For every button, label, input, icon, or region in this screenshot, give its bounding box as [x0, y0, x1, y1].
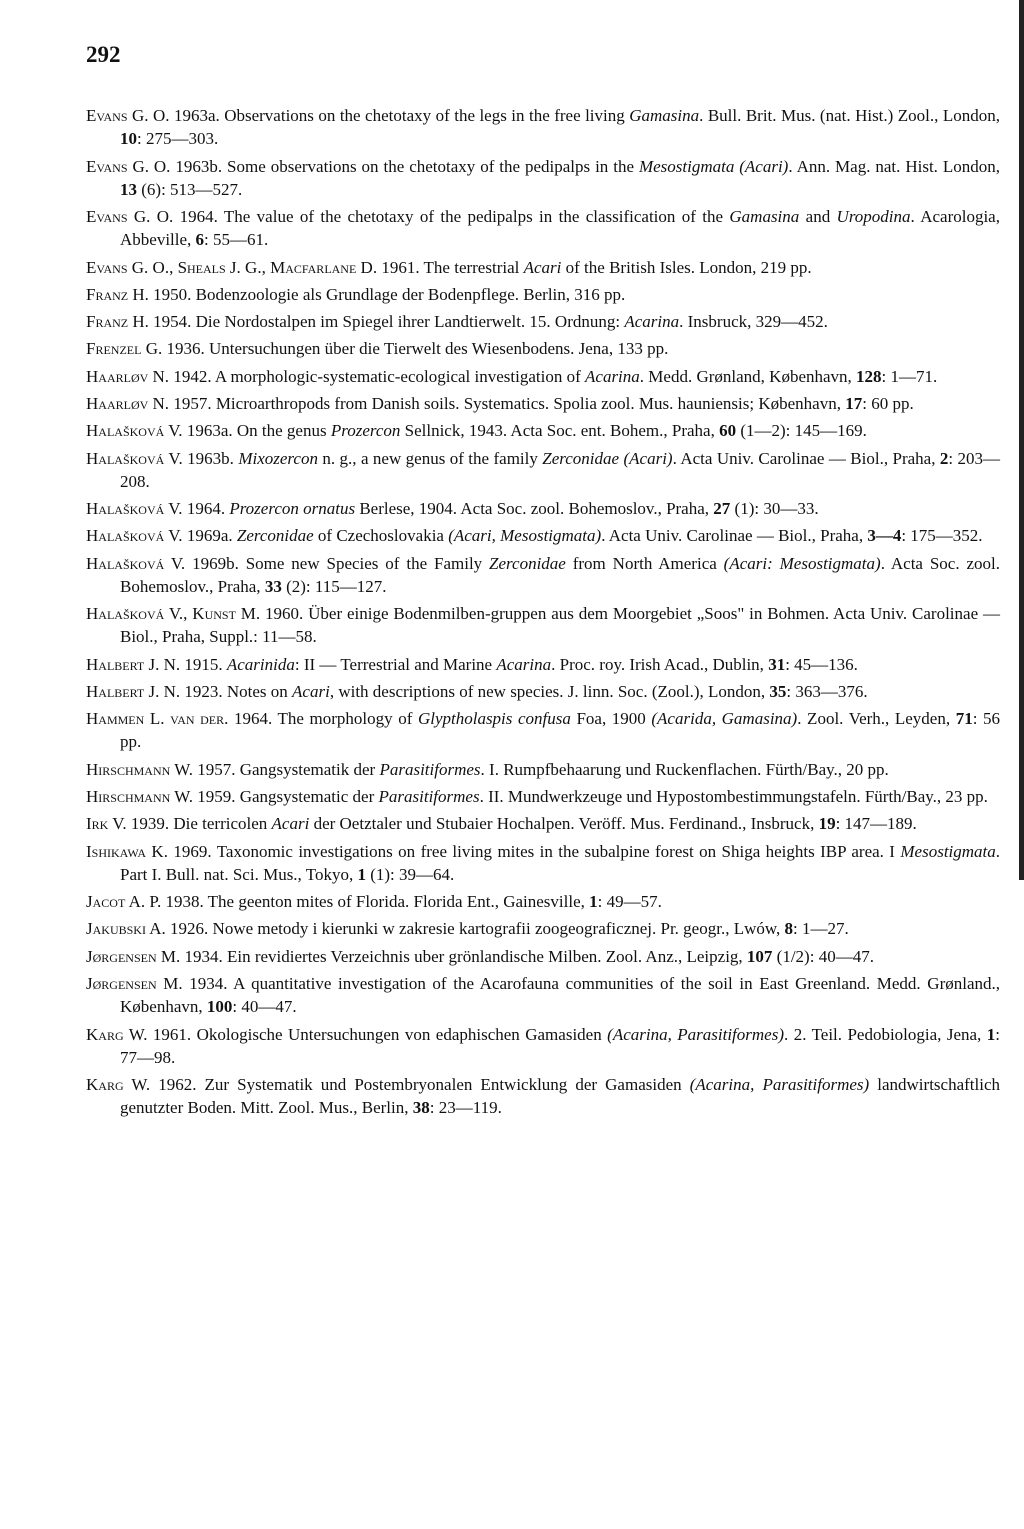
reference-text: 1954. Die Nordostalpen im Spiegel ihrer Landtierwelt. 15. Ordnung: — [148, 312, 625, 332]
reference-volume: 6 — [195, 230, 205, 250]
reference-text: (1): 39—64. — [365, 864, 455, 884]
reference-taxon: (Acarina, Parasitiformes) — [607, 1024, 784, 1044]
reference-author: Jørgensen M. — [86, 974, 183, 994]
reference-text: 1962. Zur Systematik und Postembryonalen Entwicklung der Gamasiden — [150, 1075, 690, 1095]
reference-text: 1964. — [182, 499, 230, 519]
reference-entry — [86, 283, 1000, 306]
reference-taxon: Parasitiformes — [378, 787, 480, 807]
reference-entry — [86, 310, 1000, 333]
reference-text: 1961. Okologische Untersuchungen von edaphischen Gamasiden — [147, 1024, 608, 1044]
reference-text: 1959. Gangsystematic der — [192, 787, 379, 807]
reference-volume: 31 — [768, 654, 786, 674]
reference-author: Karg W. — [86, 1024, 148, 1044]
reference-text: . Proc. roy. Irish Acad., Dublin, — [551, 654, 769, 674]
reference-author: Evans G. O. — [86, 106, 170, 125]
reference-text: and — [799, 207, 837, 226]
reference-author: Halašková V. — [86, 526, 183, 546]
reference-text: : 49—57. — [597, 892, 662, 912]
reference-text: : 363—376. — [786, 681, 868, 701]
reference-entry — [86, 680, 1000, 703]
reference-text: 1923. Notes on — [180, 681, 293, 701]
reference-author: Halašková V. — [86, 448, 183, 468]
reference-taxon: Mesostigmata (Acari) — [638, 156, 789, 176]
reference-text: 1969b. Some new Species of the Family — [185, 553, 490, 573]
reference-text: . Ann. Mag. nat. Hist. London, — [788, 156, 1000, 176]
reference-taxon: Parasitiformes — [379, 759, 481, 779]
reference-list — [86, 104, 1000, 1124]
reference-entry — [86, 785, 1000, 808]
reference-author: Karg W. — [86, 1075, 151, 1095]
reference-text: : 1—71. — [881, 366, 938, 386]
reference-text: Sellnick, 1943. Acta Soc. ent. Bohem., Praha, — [400, 421, 720, 441]
reference-volume: 1 — [986, 1024, 996, 1044]
reference-text: 1963b. Some observations on the chetotaxy of the pedipalps in the — [170, 156, 639, 176]
reference-text: 1942. A morphologic-systematic-ecological investigation of — [169, 366, 586, 386]
reference-text: (6): 513—527. — [137, 179, 243, 199]
reference-text: 1963a. Observations on the chetotaxy of the legs in the free living — [169, 106, 630, 125]
reference-author: Haarløv N. — [86, 366, 170, 386]
reference-volume: 100 — [206, 997, 233, 1017]
reference-entry — [86, 972, 1000, 1018]
reference-entry — [86, 447, 1000, 493]
reference-text: . Part I. Bull. nat. Sci. Mus., Tokyo, — [120, 841, 1001, 884]
reference-taxon: Mixozercon — [238, 448, 318, 468]
reference-text: (1/2): 40—47. — [772, 946, 874, 966]
reference-entry — [86, 419, 1000, 442]
reference-taxon: Zerconidae (Acari) — [542, 448, 673, 468]
reference-volume: 3—4 — [867, 526, 902, 546]
reference-text: 1934. A quantitative investigation of the Acarofauna communities of the soil in East Greenland. Medd. Grønland., København, — [120, 974, 1001, 1017]
reference-entry — [86, 552, 1000, 598]
reference-entry — [86, 602, 1000, 648]
reference-text: : II — Terrestrial and Marine — [294, 654, 497, 674]
reference-volume: 19 — [818, 814, 836, 834]
reference-text: , with descriptions of new species. J. linn. Soc. (Zool.), London, — [329, 681, 770, 701]
reference-text: 1964. The value of the chetotaxy of the pedipalps in the classification of the — [173, 207, 730, 226]
reference-entry — [86, 945, 1000, 968]
reference-author: Ishikawa K. — [86, 841, 168, 861]
reference-author: Evans G. O. — [86, 207, 174, 226]
reference-author: Jacot A. P. — [86, 892, 162, 912]
reference-text: 1960. Über einige Bodenmilben-gruppen aus dem Moorgebiet „Soos" in Bohmen. Acta Univ. Carolinae — Biol., Praha, Suppl.: 11—58. — [120, 604, 1000, 647]
reference-author: Halašková V. — [86, 421, 183, 441]
reference-entry — [86, 337, 1000, 360]
reference-volume: 1 — [589, 892, 598, 912]
reference-author: Halašková V. — [86, 553, 186, 573]
reference-entry — [86, 392, 1000, 415]
reference-volume: 107 — [746, 946, 773, 966]
reference-text: : 1—27. — [793, 919, 849, 939]
reference-taxon: Acari — [292, 681, 330, 701]
reference-entry — [86, 205, 1000, 251]
reference-text: 1957. Microarthropods from Danish soils. Systematics. Spolia zool. Mus. hauniensis; København, — [169, 393, 846, 413]
reference-text: . II. Mundwerkzeuge und Hypostombestimmungstafeln. Fürth/Bay., 23 pp. — [479, 787, 988, 807]
reference-text: . I. Rumpfbehaarung und Ruckenflachen. Fürth/Bay., 20 pp. — [480, 759, 889, 779]
reference-text: 1963a. On the genus — [182, 421, 331, 441]
reference-entry — [86, 1023, 1000, 1069]
reference-text: : 77—98. — [120, 1024, 1000, 1067]
reference-author: Jørgensen M. — [86, 946, 181, 966]
reference-entry — [86, 653, 1000, 676]
reference-text: 1934. Ein revidiertes Verzeichnis uber grönlandische Milben. Zool. Anz., Leipzig, — [180, 946, 747, 966]
reference-volume: 71 — [955, 709, 973, 729]
reference-text: . Zool. Verh., Leyden, — [797, 709, 956, 729]
reference-entry — [86, 365, 1000, 388]
reference-entry — [86, 524, 1000, 547]
reference-volume: 2 — [939, 448, 949, 468]
reference-taxon: Uropodina — [836, 207, 911, 226]
reference-taxon: Acarina — [624, 312, 680, 332]
reference-taxon: Acari — [523, 257, 562, 277]
reference-text: : 60 pp. — [862, 393, 914, 413]
reference-volume: 8 — [784, 919, 794, 939]
reference-text: landwirtschaftlich genutzter Boden. Mitt. Zool. Mus., Berlin, — [120, 1075, 1000, 1118]
reference-text: (2): 115—127. — [281, 576, 387, 596]
reference-taxon: Gamasina — [729, 207, 800, 226]
reference-entry — [86, 812, 1000, 835]
reference-volume: 17 — [845, 393, 863, 413]
reference-text: n. g., a new genus of the family — [317, 448, 543, 468]
reference-text: Berlese, 1904. Acta Soc. zool. Bohemoslov., Praha, — [355, 499, 714, 519]
reference-text: . Acta Univ. Carolinae — Biol., Praha, — [672, 448, 940, 468]
reference-author: Frenzel G. — [86, 339, 163, 359]
reference-text: 1915. — [180, 654, 227, 674]
reference-taxon: (Acarina, Parasitiformes) — [689, 1075, 870, 1095]
reference-taxon: Glyptholaspis confusa — [417, 709, 571, 729]
reference-volume: 33 — [264, 576, 282, 596]
reference-taxon: (Acari: Mesostigmata) — [723, 553, 881, 573]
reference-text: 1957. Gangsystematik der — [192, 759, 380, 779]
reference-text: of Czechoslovakia — [313, 526, 449, 546]
reference-author: Evans G. O. — [86, 156, 171, 176]
reference-entry — [86, 256, 1000, 279]
reference-text: . Acta Univ. Carolinae — Biol., Praha, — [601, 526, 868, 546]
reference-volume: 35 — [769, 681, 787, 701]
reference-text: 1939. Die terricolen — [126, 814, 272, 834]
reference-text: . Insbruck, 329—452. — [679, 312, 828, 332]
reference-text: der Oetztaler und Stubaier Hochalpen. Veröff. Mus. Ferdinand., Insbruck, — [309, 814, 819, 834]
reference-text: 1963b. — [182, 448, 239, 468]
reference-text: from North America — [565, 553, 724, 573]
reference-volume: 38 — [412, 1098, 430, 1118]
reference-entry — [86, 917, 1000, 940]
reference-text: 1936. Untersuchungen über die Tierwelt des Wiesenbodens. Jena, 133 pp. — [162, 339, 669, 359]
reference-taxon: Prozercon — [330, 421, 401, 441]
reference-text: : 55—61. — [204, 230, 269, 250]
reference-taxon: Zerconidae — [236, 526, 314, 546]
reference-volume: 13 — [120, 179, 137, 199]
reference-entry — [86, 840, 1000, 886]
reference-author: Franz H. — [86, 312, 149, 332]
reference-entry — [86, 1073, 1000, 1119]
reference-volume: 60 — [719, 421, 737, 441]
reference-text: (1): 30—33. — [730, 499, 819, 519]
reference-taxon: Zerconidae — [489, 553, 566, 573]
page-number: 292 — [86, 42, 121, 67]
reference-author: Hammen L. van der. — [86, 709, 229, 729]
reference-text: 1950. Bodenzoologie als Grundlage der Bodenpflege. Berlin, 316 pp. — [148, 284, 626, 304]
reference-text: 1938. The geenton mites of Florida. Florida Ent., Gainesville, — [161, 892, 590, 912]
reference-taxon: Acari — [271, 814, 310, 834]
reference-text: . 2. Teil. Pedobiologia, Jena, — [784, 1024, 987, 1044]
reference-taxon: Acarina — [496, 654, 552, 674]
reference-entry — [86, 155, 1000, 201]
reference-volume: 27 — [713, 499, 731, 519]
reference-taxon: Gamasina — [629, 106, 700, 125]
page-edge-shadow — [1019, 0, 1024, 880]
reference-text: : 147—189. — [835, 814, 917, 834]
reference-text: 1964. The morphology of — [228, 709, 418, 729]
reference-text: Foa, 1900 — [570, 709, 652, 729]
reference-text: . Medd. Grønland, København, — [639, 366, 857, 386]
reference-author: Haarløv N. — [86, 393, 170, 413]
reference-author: Irk V. — [86, 814, 127, 834]
reference-text: . Bull. Brit. Mus. (nat. Hist.) Zool., London, — [699, 106, 1000, 125]
reference-text: : 175—352. — [901, 526, 983, 546]
reference-text: : 45—136. — [785, 654, 858, 674]
reference-author: Hirschmann W. — [86, 787, 193, 807]
reference-text: (1—2): 145—169. — [736, 421, 867, 441]
reference-taxon: Acarina — [585, 366, 640, 386]
reference-entry — [86, 758, 1000, 781]
reference-volume: 128 — [856, 366, 882, 386]
reference-author: Halašková V., Kunst M. — [86, 604, 261, 624]
reference-taxon: Mesostigmata — [900, 841, 996, 861]
reference-taxon: Acarinida — [226, 654, 295, 674]
reference-taxon: (Acarida, Gamasina) — [651, 709, 798, 729]
reference-entry — [86, 104, 1000, 150]
reference-author: Halašková V. — [86, 499, 183, 519]
reference-author: Hirschmann W. — [86, 759, 193, 779]
reference-text: 1961. The terrestrial — [377, 257, 524, 277]
reference-text: : 56 pp. — [120, 709, 1000, 752]
reference-text: : 23—119. — [429, 1098, 502, 1118]
reference-volume: 10 — [120, 129, 137, 149]
reference-entry — [86, 497, 1000, 520]
reference-text: : 203—208. — [120, 448, 1001, 491]
reference-volume: 1 — [357, 864, 366, 884]
reference-text: 1926. Nowe metody i kierunki w zakresie kartografii zoogeograficznej. Pr. geogr., Lwów, — [165, 919, 785, 939]
reference-text: : 40—47. — [232, 997, 297, 1017]
reference-text: : 275—303. — [137, 129, 219, 149]
reference-author: Franz H. — [86, 284, 149, 304]
reference-text: 1969. Taxonomic investigations on free living mites in the subalpine forest on Shiga heights IBP area. I — [167, 841, 901, 861]
reference-taxon: Prozercon ornatus — [229, 499, 356, 519]
reference-author: Evans G. O., Sheals J. G., Macfarlane D. — [86, 257, 378, 277]
reference-text: of the British Isles. London, 219 pp. — [561, 257, 812, 277]
reference-taxon: (Acari, Mesostigmata) — [448, 526, 602, 546]
reference-entry — [86, 707, 1000, 753]
reference-text: 1969a. — [182, 526, 237, 546]
reference-author: Halbert J. N. — [86, 654, 181, 674]
reference-author: Jakubski A. — [86, 919, 166, 939]
reference-entry — [86, 890, 1000, 913]
reference-text: . Acta Soc. zool. Bohemoslov., Praha, — [120, 553, 1000, 596]
reference-author: Halbert J. N. — [86, 681, 181, 701]
reference-text: . Acarologia, Abbeville, — [120, 207, 1000, 250]
